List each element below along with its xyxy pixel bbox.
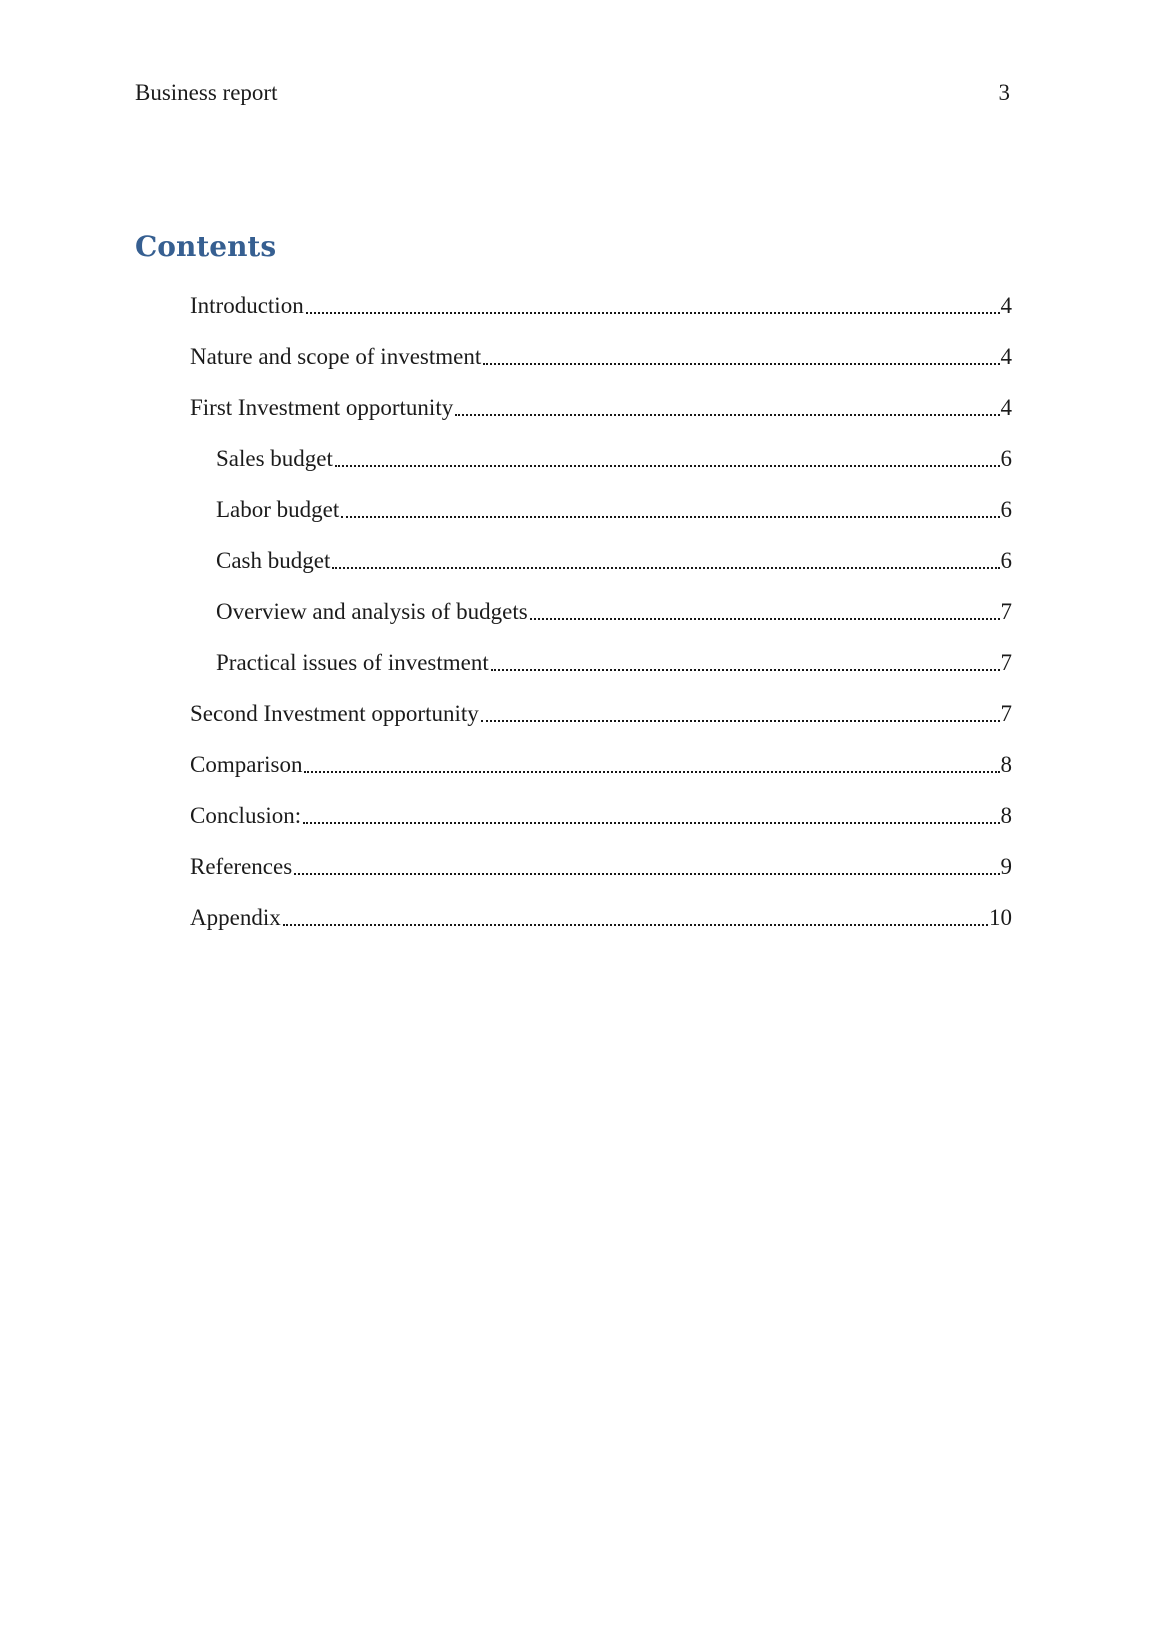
toc-entry-page[interactable]: 8 xyxy=(1000,802,1012,828)
toc-entry-page[interactable]: 4 xyxy=(1000,343,1012,369)
toc-entry[interactable] xyxy=(190,523,1012,574)
toc-entry[interactable] xyxy=(190,727,1012,778)
toc-entry[interactable] xyxy=(190,625,1012,676)
toc-dot-leader xyxy=(483,363,999,365)
toc-entry-label[interactable]: Appendix xyxy=(190,904,281,930)
toc-entry-label[interactable]: Labor budget xyxy=(216,496,340,522)
toc-entry-page[interactable]: 6 xyxy=(1000,496,1012,522)
document-header-title: Business report xyxy=(135,80,278,105)
toc-entry-label[interactable]: First Investment opportunity xyxy=(190,394,454,420)
toc-entry-page[interactable]: 7 xyxy=(1000,649,1012,675)
toc-entry[interactable] xyxy=(190,829,1012,880)
toc-entry-label[interactable]: Introduction xyxy=(190,292,304,318)
toc-dot-leader xyxy=(491,669,1000,671)
toc-dot-leader xyxy=(530,618,1000,620)
toc-entry-label[interactable]: Overview and analysis of budgets xyxy=(216,598,528,624)
toc-entry-label[interactable]: Cash budget xyxy=(216,547,331,573)
toc-entry-page[interactable]: 10 xyxy=(989,904,1012,930)
table-of-contents xyxy=(190,268,1012,931)
toc-entry-page[interactable]: 9 xyxy=(1000,853,1012,879)
toc-entry[interactable] xyxy=(190,370,1012,421)
toc-entry[interactable] xyxy=(190,421,1012,472)
toc-dot-leader xyxy=(304,771,999,773)
toc-entry[interactable] xyxy=(190,319,1012,370)
contents-heading: Contents xyxy=(135,230,277,263)
toc-dot-leader xyxy=(341,516,999,518)
toc-dot-leader xyxy=(306,312,1000,314)
toc-dot-leader xyxy=(303,822,999,824)
toc-entry-label[interactable]: Nature and scope of investment xyxy=(190,343,482,369)
toc-dot-leader xyxy=(294,873,999,875)
toc-entry-label[interactable]: Practical issues of investment xyxy=(216,649,489,675)
header-page-number: 3 xyxy=(998,80,1010,105)
toc-dot-leader xyxy=(283,924,988,926)
toc-dot-leader xyxy=(335,465,1000,467)
toc-entry-label[interactable]: Comparison xyxy=(190,751,303,777)
toc-dot-leader xyxy=(481,720,1000,722)
toc-entry[interactable] xyxy=(190,574,1012,625)
toc-dot-leader xyxy=(455,414,999,416)
toc-entry-page[interactable]: 4 xyxy=(1000,292,1012,318)
toc-dot-leader xyxy=(332,567,999,569)
toc-entry[interactable] xyxy=(190,268,1012,319)
toc-entry-page[interactable]: 7 xyxy=(1000,700,1012,726)
toc-entry[interactable] xyxy=(190,778,1012,829)
toc-entry-page[interactable]: 6 xyxy=(1000,547,1012,573)
toc-entry-label[interactable]: References xyxy=(190,853,293,879)
toc-entry[interactable] xyxy=(190,676,1012,727)
toc-entry-page[interactable]: 6 xyxy=(1000,445,1012,471)
toc-entry-label[interactable]: Sales budget xyxy=(216,445,333,471)
toc-entry[interactable] xyxy=(190,472,1012,523)
toc-entry-page[interactable]: 8 xyxy=(1000,751,1012,777)
toc-entry[interactable] xyxy=(190,880,1012,931)
toc-entry-page[interactable]: 4 xyxy=(1000,394,1012,420)
toc-entry-label[interactable]: Conclusion: xyxy=(190,802,302,828)
toc-entry-page[interactable]: 7 xyxy=(1000,598,1012,624)
toc-entry-label[interactable]: Second Investment opportunity xyxy=(190,700,479,726)
